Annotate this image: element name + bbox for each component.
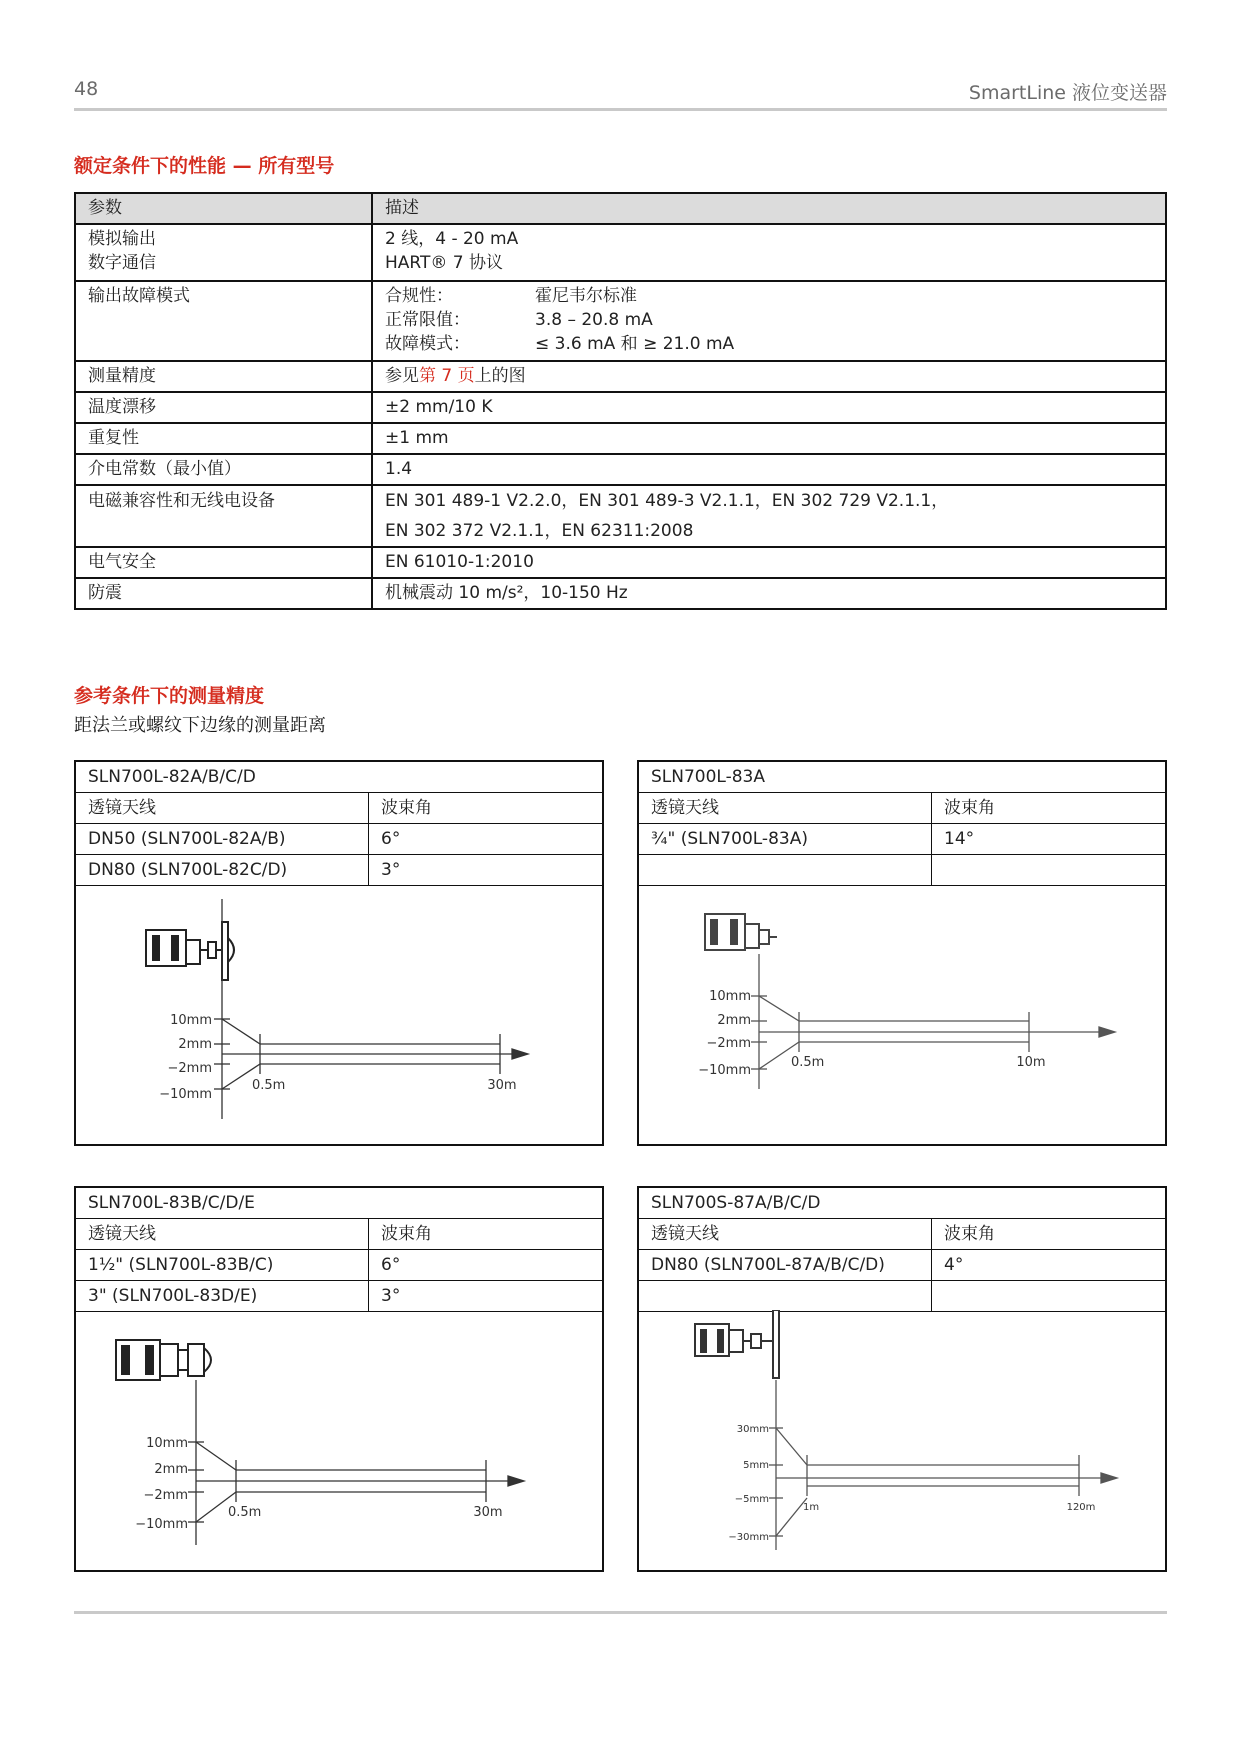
label-minus-5mm: −5mm: [734, 1494, 769, 1505]
label-plus-10mm: 10mm: [709, 989, 751, 1004]
label-minus-10mm: −10mm: [698, 1063, 751, 1078]
column-header-beam-angle: 波束角: [932, 793, 1166, 824]
antenna-cell: [639, 1281, 932, 1312]
model-table: [639, 1188, 1165, 1312]
table-row: [639, 824, 1165, 855]
transmitter-drawing: [705, 914, 777, 950]
accuracy-lines: [188, 1380, 524, 1545]
digital-comm-label: 数字通信: [88, 253, 156, 273]
accuracy-diagram: [76, 1310, 602, 1570]
transmitter-drawing: [146, 922, 234, 980]
antenna-cell: 3" (SLN700L-83D/E): [76, 1281, 369, 1312]
row-label: 重复性: [75, 423, 372, 454]
label-start-distance: 1m: [803, 1502, 820, 1513]
angle-cell: 3°: [369, 1281, 603, 1312]
transmitter-drawing: [695, 1310, 779, 1378]
table-row: [75, 454, 1166, 485]
angle-cell: [932, 1281, 1166, 1312]
table-row: [76, 1281, 602, 1312]
model-name: SLN700S-87A/B/C/D: [639, 1188, 1165, 1219]
page-link[interactable]: 第 7 页: [419, 366, 475, 386]
angle-cell: 3°: [369, 855, 603, 886]
accuracy-diagram: [639, 1310, 1165, 1570]
emc-value-line-1: EN 301 489-1 V2.2.0，EN 301 489-3 V2.1.1，EN 302 729 V2.1.1，: [385, 491, 949, 511]
model-card-82: [74, 760, 604, 1146]
table-row: [75, 392, 1166, 423]
row-label: 电磁兼容性和无线电设备: [75, 485, 372, 547]
table-row: [75, 224, 1166, 281]
digital-comm-value: HART® 7 协议: [385, 253, 503, 273]
label-minus-10mm: −10mm: [135, 1517, 188, 1532]
table-row: [75, 578, 1166, 609]
accuracy-diagram: [639, 884, 1165, 1144]
label-plus-2mm: 2mm: [178, 1037, 212, 1052]
angle-cell: 14°: [932, 824, 1166, 855]
row-value: 1.4: [372, 454, 1166, 485]
row-label: 电气安全: [75, 547, 372, 578]
table-row: [75, 485, 1166, 547]
model-card-83a: [637, 760, 1167, 1146]
table-row: [639, 1250, 1165, 1281]
analog-output-label: 模拟输出: [88, 229, 156, 249]
table-row: [639, 1281, 1165, 1312]
row-value: [372, 281, 1166, 361]
emc-value-line-2: EN 302 372 V2.1.1，EN 62311:2008: [385, 521, 694, 541]
table-row: [75, 361, 1166, 392]
label-end-distance: 30m: [487, 1078, 517, 1093]
angle-cell: 4°: [932, 1250, 1166, 1281]
row-value: [372, 224, 1166, 281]
fault-mode-list: [385, 284, 1165, 356]
row-label: [75, 224, 372, 281]
table-row: [76, 855, 602, 886]
model-card-87: [637, 1186, 1167, 1572]
model-name: SLN700L-83A: [639, 762, 1165, 793]
compliance-key: 合规性：: [385, 286, 453, 306]
column-header-beam-angle: 波束角: [932, 1219, 1166, 1250]
failure-mode-key: 故障模式：: [385, 334, 470, 354]
normal-limit-key: 正常限值：: [385, 310, 470, 330]
column-header-beam-angle: 波束角: [369, 793, 603, 824]
angle-cell: 6°: [369, 824, 603, 855]
label-minus-2mm: −2mm: [167, 1061, 212, 1076]
label-end-distance: 120m: [1066, 1502, 1096, 1513]
label-start-distance: 0.5m: [791, 1055, 825, 1070]
antenna-cell: DN50 (SLN700L-82A/B): [76, 824, 369, 855]
row-value: ±1 mm: [372, 423, 1166, 454]
label-plus-5mm: 5mm: [743, 1460, 769, 1471]
reference-section-title: 参考条件下的测量精度: [74, 685, 265, 707]
label-minus-2mm: −2mm: [706, 1036, 751, 1051]
row-value: EN 61010-1:2010: [372, 547, 1166, 578]
column-header-beam-angle: 波束角: [369, 1219, 603, 1250]
accuracy-text: 参见: [385, 366, 419, 386]
model-table: [76, 762, 602, 886]
label-plus-30mm: 30mm: [736, 1424, 769, 1435]
label-minus-10mm: −10mm: [159, 1087, 212, 1102]
table-row: [75, 281, 1166, 361]
column-header-antenna: 透镜天线: [76, 1219, 369, 1250]
row-value: [372, 485, 1166, 547]
accuracy-diagram: [76, 884, 602, 1144]
accuracy-lines: [769, 1380, 1117, 1550]
label-plus-10mm: 10mm: [170, 1013, 212, 1028]
accuracy-text-tail: 上的图: [474, 366, 526, 386]
row-value: ±2 mm/10 K: [372, 392, 1166, 423]
model-table: [76, 1188, 602, 1312]
antenna-cell: ¾" (SLN700L-83A): [639, 824, 932, 855]
label-start-distance: 0.5m: [252, 1078, 286, 1093]
normal-limit-value: 3.8 – 20.8 mA: [535, 310, 653, 330]
label-minus-30mm: −30mm: [728, 1532, 769, 1543]
header-rule: [74, 108, 1167, 111]
table-row: [639, 855, 1165, 886]
performance-table: [74, 192, 1167, 610]
row-label: 介电常数（最小值）: [75, 454, 372, 485]
column-header-antenna: 透镜天线: [76, 793, 369, 824]
compliance-value: 霍尼韦尔标准: [535, 286, 637, 306]
row-value: [372, 361, 1166, 392]
performance-section-title: 额定条件下的性能 — 所有型号: [74, 155, 335, 177]
antenna-cell: DN80 (SLN700L-87A/B/C/D): [639, 1250, 932, 1281]
table-row: [75, 547, 1166, 578]
antenna-cell: DN80 (SLN700L-82C/D): [76, 855, 369, 886]
column-header-antenna: 透镜天线: [639, 793, 932, 824]
table-header-row: [75, 193, 1166, 224]
model-card-83b: [74, 1186, 604, 1572]
label-end-distance: 10m: [1016, 1055, 1046, 1070]
table-row: [75, 423, 1166, 454]
model-name: SLN700L-82A/B/C/D: [76, 762, 602, 793]
angle-cell: [932, 855, 1166, 886]
transmitter-drawing: [116, 1340, 211, 1380]
row-label: 防震: [75, 578, 372, 609]
label-plus-2mm: 2mm: [717, 1013, 751, 1028]
document-title: SmartLine 液位变送器: [968, 82, 1167, 104]
footer-rule: [74, 1611, 1167, 1614]
table-row: [76, 1250, 602, 1281]
label-minus-2mm: −2mm: [143, 1488, 188, 1503]
page-number: 48: [74, 78, 99, 100]
label-plus-2mm: 2mm: [154, 1462, 188, 1477]
table-row: [76, 824, 602, 855]
label-end-distance: 30m: [473, 1505, 503, 1520]
failure-mode-value: ≤ 3.6 mA 和 ≥ 21.0 mA: [535, 334, 735, 354]
antenna-cell: [639, 855, 932, 886]
label-start-distance: 0.5m: [228, 1505, 262, 1520]
row-label: 输出故障模式: [75, 281, 372, 361]
antenna-cell: 1½" (SLN700L-83B/C): [76, 1250, 369, 1281]
angle-cell: 6°: [369, 1250, 603, 1281]
reference-subtitle: 距法兰或螺纹下边缘的测量距离: [74, 715, 326, 736]
analog-output-value: 2 线，4 - 20 mA: [385, 229, 519, 249]
column-header-parameter: 参数: [75, 193, 372, 224]
row-label: 测量精度: [75, 361, 372, 392]
row-value: 机械震动 10 m/s²，10-150 Hz: [372, 578, 1166, 609]
model-table: [639, 762, 1165, 886]
column-header-antenna: 透镜天线: [639, 1219, 932, 1250]
column-header-description: 描述: [372, 193, 1166, 224]
model-name: SLN700L-83B/C/D/E: [76, 1188, 602, 1219]
label-plus-10mm: 10mm: [146, 1436, 188, 1451]
row-label: 温度漂移: [75, 392, 372, 423]
